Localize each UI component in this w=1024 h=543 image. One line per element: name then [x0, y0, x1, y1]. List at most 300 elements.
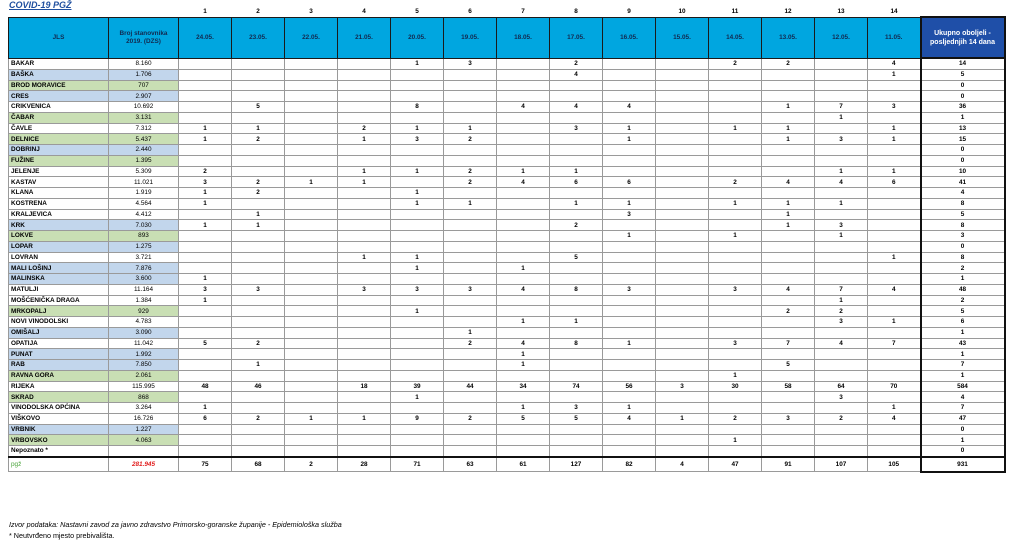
total-cell: 5	[921, 209, 1005, 220]
empty-cell	[9, 6, 109, 17]
case-count-cell	[338, 338, 391, 349]
table-row	[9, 198, 1005, 209]
date-header: 12.05.	[815, 17, 868, 58]
population-cell: 1.275	[109, 241, 179, 252]
case-count-cell	[815, 241, 868, 252]
case-count-cell	[444, 435, 497, 446]
case-count-cell	[656, 112, 709, 123]
case-count-cell: 1	[709, 198, 762, 209]
case-count-cell: 4	[603, 102, 656, 113]
case-count-cell	[656, 220, 709, 231]
case-count-cell	[815, 435, 868, 446]
population-cell: 11.042	[109, 338, 179, 349]
case-count-cell: 2	[232, 413, 285, 424]
case-count-cell: 9	[391, 413, 444, 424]
municipality-name: BAKAR	[9, 58, 109, 69]
case-count-cell	[868, 392, 921, 403]
population-cell: 8.160	[109, 58, 179, 69]
municipality-name: VRBNIK	[9, 424, 109, 435]
case-count-cell	[815, 274, 868, 285]
case-count-cell: 30	[709, 381, 762, 392]
case-count-cell	[656, 91, 709, 102]
total-population: 281.945	[109, 457, 179, 472]
case-count-cell	[497, 327, 550, 338]
case-count-cell	[550, 435, 603, 446]
column-number: 8	[574, 7, 578, 15]
case-count-cell	[868, 220, 921, 231]
case-count-cell	[285, 80, 338, 91]
population-cell: 5.309	[109, 166, 179, 177]
case-count-cell	[391, 349, 444, 360]
daily-total-cell: 28	[338, 457, 391, 472]
date-header: 21.05.	[338, 17, 391, 58]
case-count-cell	[444, 112, 497, 123]
case-count-cell: 4	[762, 177, 815, 188]
case-count-cell	[391, 112, 444, 123]
table-row	[9, 166, 1005, 177]
case-count-cell	[391, 338, 444, 349]
case-count-cell	[444, 91, 497, 102]
case-count-cell	[179, 306, 232, 317]
municipality-name: MALINSKA	[9, 274, 109, 285]
case-count-cell: 3	[391, 134, 444, 145]
case-count-cell: 1	[497, 317, 550, 328]
case-count-cell	[497, 112, 550, 123]
column-number: 3	[309, 7, 313, 15]
case-count-cell: 1	[815, 231, 868, 242]
case-count-cell	[285, 198, 338, 209]
total-cell: 1	[921, 370, 1005, 381]
daily-total-cell: 71	[391, 457, 444, 472]
case-count-cell	[603, 220, 656, 231]
case-count-cell	[550, 360, 603, 371]
case-count-cell: 2	[179, 166, 232, 177]
case-count-cell	[868, 446, 921, 457]
case-count-cell: 2	[815, 413, 868, 424]
municipality-name: LOKVE	[9, 231, 109, 242]
case-count-cell: 1	[603, 338, 656, 349]
case-count-cell: 1	[179, 134, 232, 145]
case-count-cell	[497, 80, 550, 91]
case-count-cell: 1	[497, 360, 550, 371]
case-count-cell: 4	[497, 102, 550, 113]
case-count-cell	[232, 166, 285, 177]
case-count-cell	[232, 231, 285, 242]
population-cell: 4.412	[109, 209, 179, 220]
case-count-cell: 8	[391, 102, 444, 113]
case-count-cell	[338, 424, 391, 435]
case-count-cell	[391, 370, 444, 381]
population-cell: 3.090	[109, 327, 179, 338]
case-count-cell	[232, 424, 285, 435]
case-count-cell: 1	[179, 123, 232, 134]
case-count-cell	[762, 424, 815, 435]
case-count-cell	[285, 306, 338, 317]
case-count-cell: 1	[232, 209, 285, 220]
case-count-cell	[391, 446, 444, 457]
case-count-cell	[603, 58, 656, 69]
case-count-cell	[656, 424, 709, 435]
table-row	[9, 413, 1005, 424]
case-count-cell	[285, 317, 338, 328]
case-count-cell	[603, 295, 656, 306]
case-count-cell	[550, 263, 603, 274]
case-count-cell	[232, 198, 285, 209]
case-count-cell	[709, 241, 762, 252]
case-count-cell: 18	[338, 381, 391, 392]
municipality-name: CRIKVENICA	[9, 102, 109, 113]
case-count-cell: 3	[338, 284, 391, 295]
total-cell: 15	[921, 134, 1005, 145]
case-count-cell	[338, 145, 391, 156]
table-row	[9, 435, 1005, 446]
table-row	[9, 284, 1005, 295]
case-count-cell	[391, 177, 444, 188]
case-count-cell: 3	[444, 58, 497, 69]
case-count-cell: 7	[815, 102, 868, 113]
case-count-cell	[391, 69, 444, 80]
population-cell: 7.876	[109, 263, 179, 274]
case-count-cell: 1	[603, 198, 656, 209]
case-count-cell	[550, 188, 603, 199]
municipality-name: RIJEKA	[9, 381, 109, 392]
municipality-name: MATULJI	[9, 284, 109, 295]
total-cell: 13	[921, 123, 1005, 134]
case-count-cell: 1	[815, 198, 868, 209]
daily-total-cell: 4	[656, 457, 709, 472]
case-count-cell: 48	[179, 381, 232, 392]
case-count-cell: 3	[815, 134, 868, 145]
case-count-cell: 1	[391, 166, 444, 177]
daily-total-cell: 75	[179, 457, 232, 472]
case-count-cell	[444, 349, 497, 360]
table-row	[9, 177, 1005, 188]
population-cell: 868	[109, 392, 179, 403]
case-count-cell	[338, 403, 391, 414]
case-count-cell	[815, 327, 868, 338]
population-cell: 1.919	[109, 188, 179, 199]
case-count-cell	[497, 252, 550, 263]
case-count-cell	[868, 295, 921, 306]
case-count-cell	[603, 327, 656, 338]
case-count-cell: 1	[285, 177, 338, 188]
total-cell: 0	[921, 446, 1005, 457]
table-row	[9, 91, 1005, 102]
case-count-cell	[285, 360, 338, 371]
case-count-cell: 8	[550, 284, 603, 295]
case-count-cell	[709, 317, 762, 328]
case-count-cell	[709, 145, 762, 156]
table-row	[9, 327, 1005, 338]
table-row	[9, 188, 1005, 199]
case-count-cell	[868, 198, 921, 209]
case-count-cell	[232, 91, 285, 102]
case-count-cell	[497, 241, 550, 252]
daily-total-cell: 47	[709, 457, 762, 472]
case-count-cell: 3	[656, 381, 709, 392]
case-count-cell	[497, 145, 550, 156]
case-count-cell	[285, 123, 338, 134]
case-count-cell	[868, 209, 921, 220]
case-count-cell	[868, 80, 921, 91]
summary-row	[9, 457, 1005, 472]
case-count-cell	[179, 80, 232, 91]
grand-total-cell: 931	[921, 457, 1005, 472]
case-count-cell	[179, 209, 232, 220]
case-count-cell	[338, 317, 391, 328]
case-count-cell	[656, 360, 709, 371]
total-cell: 5	[921, 69, 1005, 80]
case-count-cell: 1	[550, 317, 603, 328]
table-row	[9, 69, 1005, 80]
case-count-cell	[550, 295, 603, 306]
case-count-cell	[868, 91, 921, 102]
case-count-cell	[285, 252, 338, 263]
case-count-cell: 3	[391, 284, 444, 295]
case-count-cell	[285, 338, 338, 349]
case-count-cell	[338, 349, 391, 360]
case-count-cell	[338, 80, 391, 91]
case-count-cell	[391, 231, 444, 242]
case-count-cell	[338, 295, 391, 306]
case-count-cell	[603, 446, 656, 457]
case-count-cell	[285, 295, 338, 306]
case-count-cell	[497, 188, 550, 199]
table-row	[9, 220, 1005, 231]
column-number: 12	[784, 7, 792, 15]
municipality-name: RAVNA GORA	[9, 370, 109, 381]
case-count-cell	[656, 145, 709, 156]
total-cell: 41	[921, 177, 1005, 188]
municipality-name: LOVRAN	[9, 252, 109, 263]
case-count-cell	[762, 403, 815, 414]
case-count-cell: 1	[762, 102, 815, 113]
table-row	[9, 112, 1005, 123]
case-count-cell	[285, 166, 338, 177]
case-count-cell: 4	[603, 413, 656, 424]
case-count-cell	[285, 134, 338, 145]
case-count-cell	[815, 145, 868, 156]
case-count-cell	[709, 209, 762, 220]
case-count-cell	[232, 349, 285, 360]
case-count-cell	[338, 231, 391, 242]
population-header: Broj stanovnika 2019. (DZS)	[109, 17, 179, 58]
case-count-cell	[762, 166, 815, 177]
case-count-cell	[444, 424, 497, 435]
case-count-cell	[179, 252, 232, 263]
case-count-cell	[497, 91, 550, 102]
case-count-cell	[868, 306, 921, 317]
case-count-cell: 1	[709, 123, 762, 134]
case-count-cell	[285, 446, 338, 457]
case-count-cell: 1	[179, 188, 232, 199]
table-row	[9, 263, 1005, 274]
case-count-cell	[550, 274, 603, 285]
case-count-cell	[709, 80, 762, 91]
case-count-cell	[179, 231, 232, 242]
case-count-cell: 3	[815, 317, 868, 328]
case-count-cell: 56	[603, 381, 656, 392]
case-count-cell	[497, 392, 550, 403]
case-count-cell	[868, 263, 921, 274]
case-count-cell	[603, 155, 656, 166]
case-count-cell	[656, 284, 709, 295]
table-row	[9, 295, 1005, 306]
total-cell: 0	[921, 424, 1005, 435]
case-count-cell: 3	[603, 209, 656, 220]
population-cell: 929	[109, 306, 179, 317]
case-count-cell	[444, 80, 497, 91]
case-count-cell: 1	[868, 317, 921, 328]
case-count-cell: 4	[762, 284, 815, 295]
case-count-cell	[232, 392, 285, 403]
case-count-cell: 1	[497, 403, 550, 414]
case-count-cell	[232, 317, 285, 328]
case-count-cell	[444, 360, 497, 371]
case-count-cell	[603, 317, 656, 328]
case-count-cell: 1	[391, 188, 444, 199]
case-count-cell: 1	[868, 403, 921, 414]
daily-total-cell: 63	[444, 457, 497, 472]
municipality-name: DELNICE	[9, 134, 109, 145]
case-count-cell: 1	[232, 123, 285, 134]
case-count-cell	[709, 252, 762, 263]
case-count-cell	[232, 306, 285, 317]
case-count-cell: 2	[338, 123, 391, 134]
case-count-cell	[868, 327, 921, 338]
table-row	[9, 123, 1005, 134]
case-count-cell	[444, 145, 497, 156]
case-count-cell	[338, 274, 391, 285]
total-cell: 1	[921, 112, 1005, 123]
case-count-cell	[550, 112, 603, 123]
table-row	[9, 274, 1005, 285]
case-count-cell: 3	[179, 177, 232, 188]
case-count-cell	[815, 91, 868, 102]
case-count-cell	[444, 370, 497, 381]
case-count-cell	[603, 252, 656, 263]
case-count-cell	[285, 102, 338, 113]
case-count-cell	[603, 370, 656, 381]
case-count-cell	[603, 435, 656, 446]
case-count-cell	[285, 392, 338, 403]
case-count-cell: 1	[497, 263, 550, 274]
column-number: 4	[362, 7, 366, 15]
table-row	[9, 241, 1005, 252]
case-count-cell: 1	[762, 198, 815, 209]
case-count-cell	[762, 155, 815, 166]
case-count-cell	[868, 188, 921, 199]
date-header: 23.05.	[232, 17, 285, 58]
case-count-cell: 4	[497, 177, 550, 188]
population-cell: 10.692	[109, 102, 179, 113]
case-count-cell	[391, 80, 444, 91]
total-cell: 584	[921, 381, 1005, 392]
case-count-cell	[391, 435, 444, 446]
case-count-cell	[179, 155, 232, 166]
case-count-cell	[709, 263, 762, 274]
case-count-cell	[497, 134, 550, 145]
population-cell: 4.783	[109, 317, 179, 328]
case-count-cell	[444, 317, 497, 328]
case-count-cell	[179, 424, 232, 435]
case-count-cell	[709, 91, 762, 102]
case-count-cell	[179, 435, 232, 446]
case-count-cell	[338, 91, 391, 102]
case-count-cell	[444, 252, 497, 263]
case-count-cell: 1	[391, 392, 444, 403]
date-header: 20.05.	[391, 17, 444, 58]
case-count-cell: 7	[815, 284, 868, 295]
case-count-cell	[232, 155, 285, 166]
case-count-cell: 3	[868, 102, 921, 113]
case-count-cell	[444, 274, 497, 285]
population-cell: 3.721	[109, 252, 179, 263]
case-count-cell: 1	[815, 112, 868, 123]
case-count-cell: 1	[285, 413, 338, 424]
case-count-cell: 1	[391, 263, 444, 274]
case-count-cell: 2	[762, 306, 815, 317]
case-count-cell	[444, 446, 497, 457]
table-row	[9, 392, 1005, 403]
case-count-cell	[391, 317, 444, 328]
case-count-cell: 1	[444, 198, 497, 209]
case-count-cell: 7	[868, 338, 921, 349]
case-count-cell: 2	[232, 177, 285, 188]
case-count-cell	[338, 209, 391, 220]
case-count-cell	[656, 274, 709, 285]
case-count-cell: 4	[868, 58, 921, 69]
case-count-cell	[338, 112, 391, 123]
column-number: 2	[256, 7, 260, 15]
case-count-cell	[656, 263, 709, 274]
population-cell: 707	[109, 80, 179, 91]
case-count-cell	[338, 198, 391, 209]
municipality-name: FUŽINE	[9, 155, 109, 166]
case-count-cell: 1	[338, 134, 391, 145]
case-count-cell: 1	[232, 360, 285, 371]
case-count-cell	[656, 69, 709, 80]
table-row	[9, 80, 1005, 91]
case-count-cell	[550, 145, 603, 156]
sheet-title: COVID-19 PGŽ	[9, 0, 72, 10]
case-count-cell	[709, 360, 762, 371]
case-count-cell	[338, 370, 391, 381]
column-number-row	[9, 6, 1005, 17]
population-cell: 3.600	[109, 274, 179, 285]
empty-cell	[109, 6, 179, 17]
case-count-cell	[868, 424, 921, 435]
case-count-cell	[179, 263, 232, 274]
population-cell: 1.992	[109, 349, 179, 360]
total-cell: 0	[921, 241, 1005, 252]
case-count-cell	[285, 349, 338, 360]
total-cell: 43	[921, 338, 1005, 349]
case-count-cell: 1	[338, 177, 391, 188]
case-count-cell	[232, 145, 285, 156]
municipality-name: DOBRINJ	[9, 145, 109, 156]
table-row	[9, 338, 1005, 349]
population-cell: 3.131	[109, 112, 179, 123]
case-count-cell: 3	[550, 403, 603, 414]
municipality-name: PUNAT	[9, 349, 109, 360]
case-count-cell	[762, 112, 815, 123]
total-cell: 47	[921, 413, 1005, 424]
case-count-cell	[603, 263, 656, 274]
case-count-cell: 2	[550, 220, 603, 231]
case-count-cell	[762, 317, 815, 328]
case-count-cell: 1	[762, 123, 815, 134]
